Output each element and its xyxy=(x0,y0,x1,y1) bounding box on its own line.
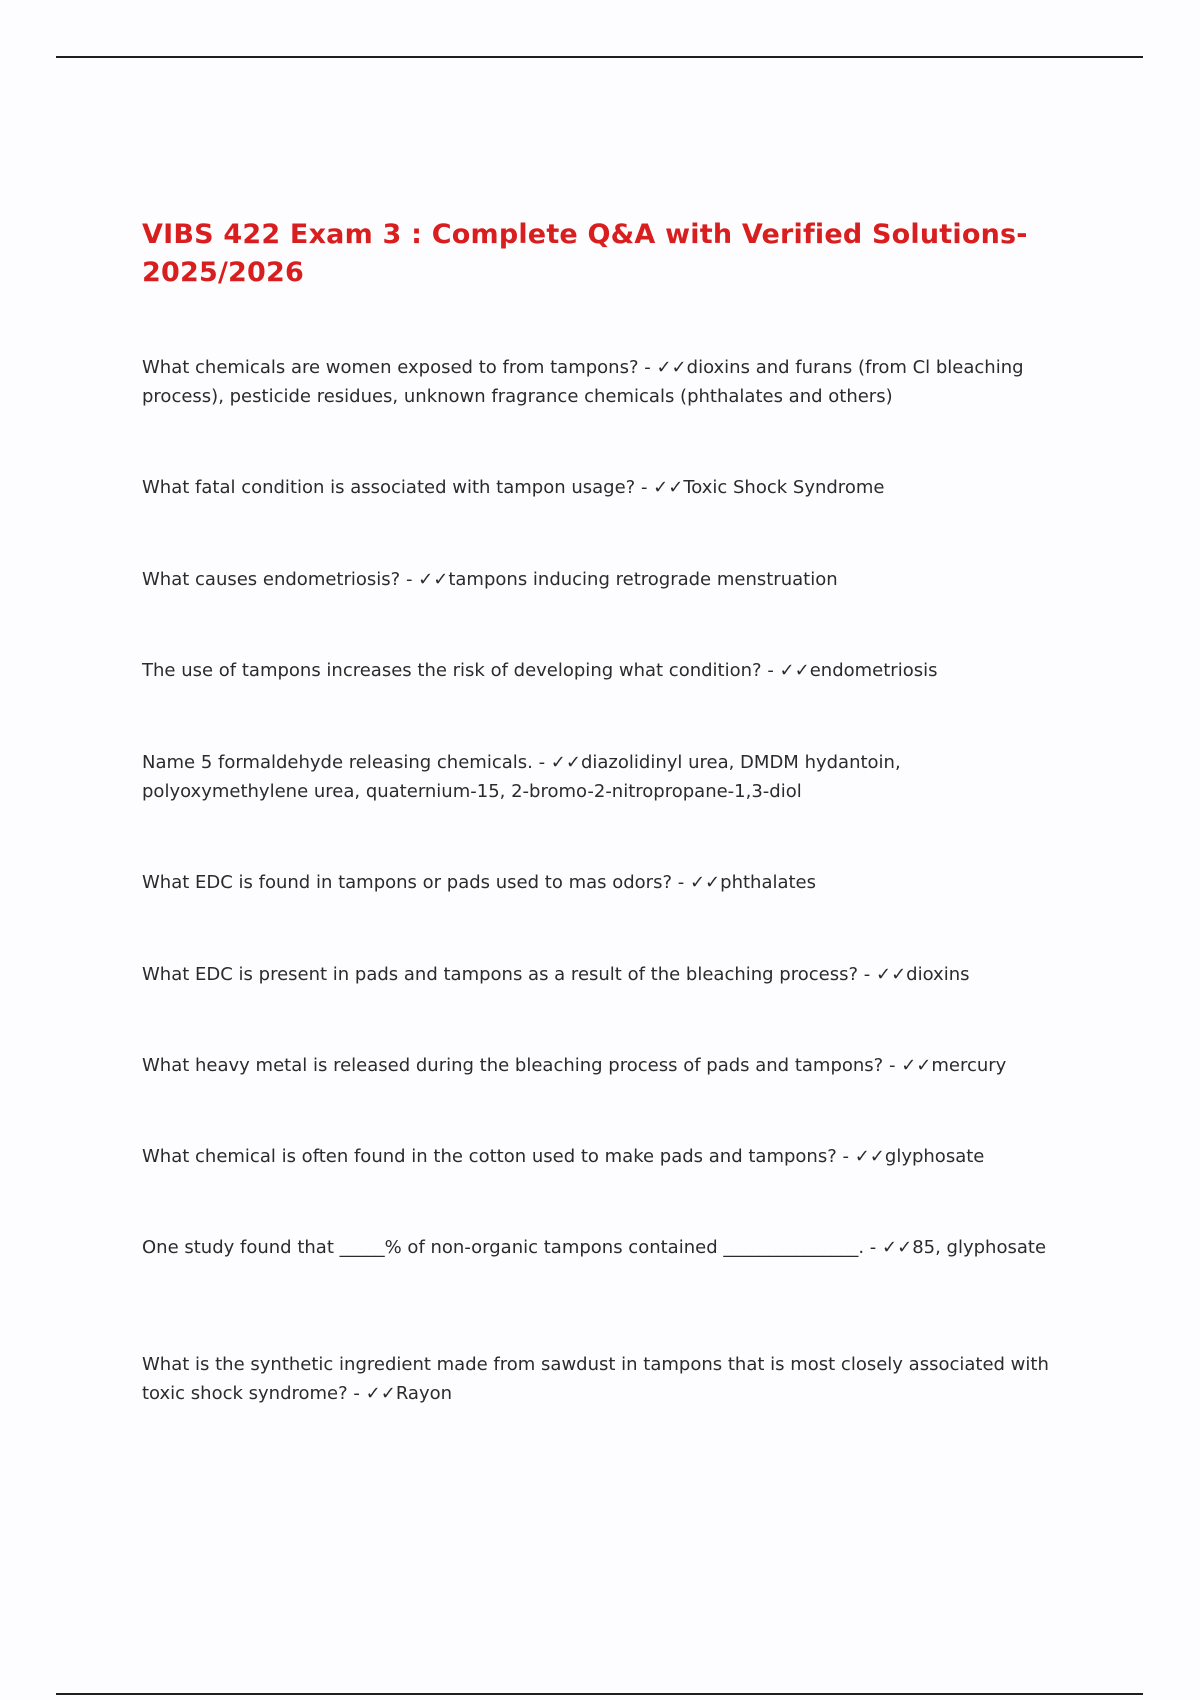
qa-item-11 xyxy=(142,1350,1072,1408)
qa-item-7 xyxy=(142,960,1072,989)
separator: - xyxy=(836,1146,855,1167)
answer: endometriosis xyxy=(809,660,938,681)
separator: - xyxy=(864,1237,883,1258)
separator: - xyxy=(858,964,876,985)
answer: Rayon xyxy=(395,1383,453,1404)
double-check-icon: ✓✓ xyxy=(365,1383,396,1404)
answer: glyphosate xyxy=(884,1146,985,1167)
qa-item-5 xyxy=(142,748,1072,806)
double-check-icon: ✓✓ xyxy=(550,752,581,773)
footer-rule xyxy=(56,1693,1143,1695)
question: What fatal condition is associated with tampon usage? xyxy=(142,477,636,498)
qa-item-9 xyxy=(142,1142,1072,1171)
separator: - xyxy=(672,872,690,893)
double-check-icon: ✓✓ xyxy=(882,1237,913,1258)
separator: - xyxy=(400,569,419,590)
answer: phthalates xyxy=(720,872,817,893)
answer: 85, glyphosate xyxy=(912,1237,1047,1258)
question: What EDC is present in pads and tampons as a result of the bleaching process? xyxy=(142,964,859,985)
qa-item-10 xyxy=(142,1233,1072,1262)
separator: - xyxy=(883,1055,902,1076)
question: What chemicals are women exposed to from tampons? xyxy=(142,357,639,378)
question: What is the synthetic ingredient made from sawdust in tampons that is most closely associated with toxic shock syndrome? xyxy=(142,1354,1049,1404)
question: One study found that _____% of non-organic tampons contained _______________. xyxy=(142,1237,865,1258)
separator: - xyxy=(532,752,551,773)
answer: tampons inducing retrograde menstruation xyxy=(448,569,838,590)
double-check-icon: ✓✓ xyxy=(854,1146,885,1167)
answer: diazolidinyl urea, DMDM hydantoin, polyoxymethylene urea, quaternium-15, 2-bromo-2-nitropropane-1,3-diol xyxy=(142,752,901,802)
double-check-icon: ✓✓ xyxy=(875,964,907,985)
double-check-icon: ✓✓ xyxy=(689,872,721,893)
separator: - xyxy=(347,1383,366,1404)
double-check-icon: ✓✓ xyxy=(653,477,684,498)
header-rule xyxy=(56,56,1143,58)
question: The use of tampons increases the risk of developing what condition? xyxy=(142,660,762,681)
question: What chemical is often found in the cotton used to make pads and tampons? xyxy=(142,1146,837,1167)
separator: - xyxy=(635,477,654,498)
document-title: VIBS 422 Exam 3 : Complete Q&A with Verified Solutions-2025/2026 xyxy=(142,219,1028,288)
qa-item-8 xyxy=(142,1051,1072,1080)
answer: mercury xyxy=(931,1055,1007,1076)
answer: Toxic Shock Syndrome xyxy=(683,477,885,498)
question: What EDC is found in tampons or pads used to mas odors? xyxy=(142,872,673,893)
question: Name 5 formaldehyde releasing chemicals. xyxy=(142,752,533,773)
answer: dioxins and furans (from Cl bleaching process), pesticide residues, unknown fragrance chemicals (phthalates and others) xyxy=(142,357,1024,407)
separator: - xyxy=(761,660,780,681)
double-check-icon: ✓✓ xyxy=(779,660,810,681)
qa-item-4 xyxy=(142,656,1072,685)
separator: - xyxy=(638,357,657,378)
qa-item-2 xyxy=(142,473,1072,502)
double-check-icon: ✓✓ xyxy=(901,1055,932,1076)
double-check-icon: ✓✓ xyxy=(656,357,687,378)
qa-item-1 xyxy=(142,353,1072,411)
qa-item-3 xyxy=(142,565,1072,594)
question: What heavy metal is released during the bleaching process of pads and tampons? xyxy=(142,1055,884,1076)
qa-item-6 xyxy=(142,868,1072,897)
double-check-icon: ✓✓ xyxy=(418,569,449,590)
question: What causes endometriosis? xyxy=(142,569,401,590)
answer: dioxins xyxy=(906,964,970,985)
